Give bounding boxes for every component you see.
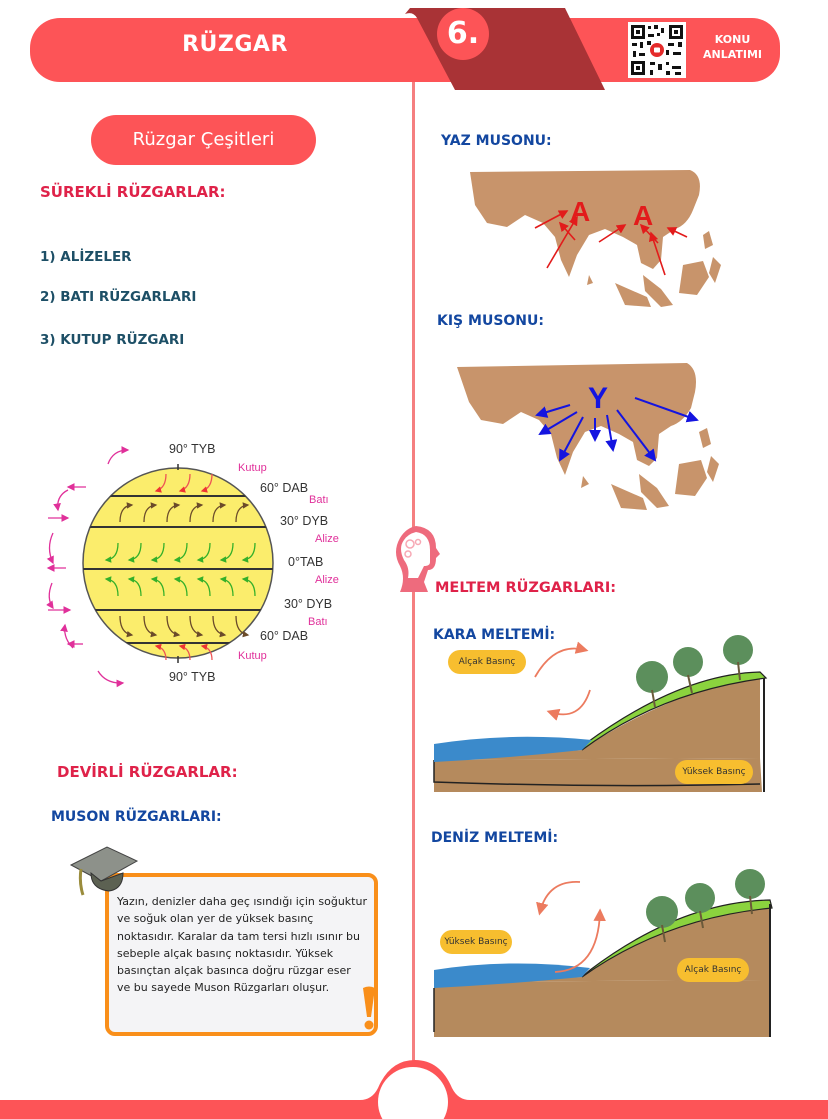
exclamation-icon (360, 985, 378, 1031)
chapter-tab (395, 6, 605, 90)
high-pressure-badge: Yüksek Basınç (440, 930, 512, 954)
svg-text:A: A (633, 200, 654, 231)
latitude-label: 30° DYB (284, 597, 333, 611)
konu-label: KONU (714, 33, 751, 46)
page-title: RÜZGAR (182, 32, 288, 57)
latitude-label: 60° DAB (260, 629, 309, 643)
list-item: 3) KUTUP RÜZGARI (40, 332, 185, 348)
zone-label: Kutup (238, 462, 267, 474)
latitude-label: 90° TYB (169, 670, 216, 684)
chapter-number: 6. (437, 8, 489, 60)
summer-monsoon-map (465, 165, 730, 310)
zone-label: Batı (309, 494, 329, 506)
lecture-link[interactable] (695, 32, 770, 62)
zone-label: Kutup (238, 650, 267, 662)
low-pressure-badge: Alçak Basınç (677, 958, 749, 982)
global-wind-diagram (38, 438, 368, 693)
footer-page-circle (360, 1050, 470, 1119)
high-pressure-badge: Yüksek Basınç (675, 760, 753, 784)
list-item: 2) BATI RÜZGARLARI (40, 289, 197, 305)
low-pressure-badge: Alçak Basınç (448, 650, 526, 674)
latitude-label: 90° TYB (169, 442, 216, 456)
section-pill: Rüzgar Çeşitleri (91, 115, 316, 165)
svg-text:Y: Y (588, 382, 609, 415)
latitude-label: 0°TAB (288, 555, 324, 569)
summer-monsoon-heading: YAZ MUSONU: (441, 133, 552, 149)
list-item: 1) ALİZELER (40, 249, 132, 265)
note-text: Yazın, denizler daha geç ısındığı için soğuktur ve soğuk olan yer de yüksek basınç noktasıdır. Karalar da tam tersi hızlı ısınır bu sebeple alçak basınç noktasıdır. Yüksek basınçtan alçak basınca doğru rüzgar eser ve bu sayede Muson Rüzgarları oluşur. (117, 895, 367, 995)
svg-text:A: A (570, 196, 591, 227)
zone-label: Alize (315, 574, 339, 586)
thinking-head-icon (390, 522, 440, 594)
monsoon-heading: MUSON RÜZGARLARI: (51, 809, 222, 825)
anlatimi-label: ANLATIMI (702, 48, 763, 61)
qr-code-icon[interactable] (628, 22, 686, 78)
winter-monsoon-map (455, 360, 735, 520)
zone-label: Batı (308, 616, 328, 628)
land-breeze-heading: KARA MELTEMİ: (433, 627, 556, 643)
breeze-heading: MELTEM RÜZGARLARI: (435, 580, 617, 596)
latitude-label: 30° DYB (280, 514, 329, 528)
sea-breeze-heading: DENİZ MELTEMİ: (431, 830, 559, 846)
periodic-winds-heading: DEVİRLİ RÜZGARLAR: (57, 763, 238, 781)
permanent-winds-heading: SÜREKLİ RÜZGARLAR: (40, 183, 226, 201)
latitude-label: 60° DAB (260, 481, 309, 495)
winter-monsoon-heading: KIŞ MUSONU: (437, 313, 544, 329)
zone-label: Alize (315, 533, 339, 545)
